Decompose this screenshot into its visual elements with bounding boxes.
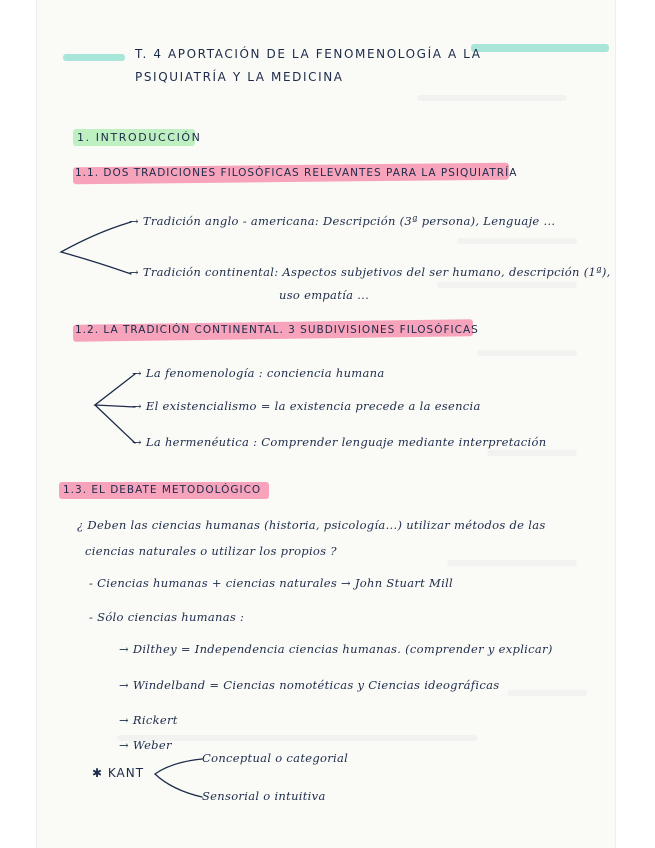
author-dilthey: → Dilthey = Independencia ciencias humanas. (comprender y explicar)	[119, 642, 553, 656]
bleed-through-mark	[487, 450, 577, 456]
option-both-sciences: - Ciencias humanas + ciencias naturales → John Stuart Mill	[89, 576, 454, 590]
subsection-heading-1-3: 1.3. EL DEBATE METODOLÓGICO	[63, 484, 262, 496]
tradition-continental-cont: uso empatía ...	[279, 288, 370, 302]
branch-line-1-2b	[95, 405, 135, 443]
bleed-through-mark	[477, 350, 577, 356]
branch-line-1-1	[61, 222, 131, 274]
debate-question-line2: ciencias naturales o utilizar los propios ?	[85, 544, 337, 558]
bleed-through-mark	[507, 690, 587, 696]
kant-conceptual: Conceptual o categorial	[202, 751, 349, 765]
title-marker-left	[63, 54, 125, 61]
page-title-line2: PSIQUIATRÍA Y LA MEDICINA	[135, 70, 344, 84]
page-title-line1: T. 4 APORTACIÓN DE LA FENOMENOLOGÍA A LA	[135, 47, 482, 61]
title-marker-right	[471, 44, 609, 52]
subdivision-hermeneutics: → La hermenéutica : Comprender lenguaje mediante interpretación	[132, 435, 547, 449]
debate-question-line1: ¿ Deben las ciencias humanas (historia, psicología...) utilizar métodos de las	[77, 518, 546, 532]
section-heading: 1. INTRODUCCIÓN	[77, 131, 202, 144]
subdivision-existentialism: → El existencialismo = la existencia precede a la esencia	[132, 399, 481, 413]
kant-sensorial: Sensorial o intuitiva	[202, 789, 326, 803]
subdivision-phenomenology: → La fenomenología : conciencia humana	[132, 366, 385, 380]
bleed-through-mark	[457, 238, 577, 244]
option-only-human-sciences: - Sólo ciencias humanas :	[89, 610, 245, 624]
author-windelband: → Windelband = Ciencias nomotéticas y Ciencias ideográficas	[119, 678, 500, 692]
bleed-through-mark	[447, 560, 577, 566]
author-weber: → Weber	[119, 738, 172, 752]
tradition-continental: → Tradición continental: Aspectos subjetivos del ser humano, descripción (1ª),	[129, 265, 611, 279]
subsection-heading-1-1: 1.1. DOS TRADICIONES FILOSÓFICAS RELEVANTES PARA LA PSIQUIATRÍA	[75, 167, 518, 179]
branch-line-kant	[155, 759, 202, 797]
branch-line-1-2	[95, 374, 135, 407]
bleed-through-mark	[417, 95, 567, 101]
bleed-through-mark	[437, 282, 577, 288]
kant-label: ✱ KANT	[92, 766, 145, 780]
author-rickert: → Rickert	[119, 713, 178, 727]
tradition-anglo-american: → Tradición anglo - americana: Descripción (3ª persona), Lenguaje ...	[129, 214, 556, 228]
subsection-heading-1-2: 1.2. LA TRADICIÓN CONTINENTAL. 3 SUBDIVISIONES FILOSÓFICAS	[75, 324, 479, 336]
notebook-page	[37, 0, 615, 848]
